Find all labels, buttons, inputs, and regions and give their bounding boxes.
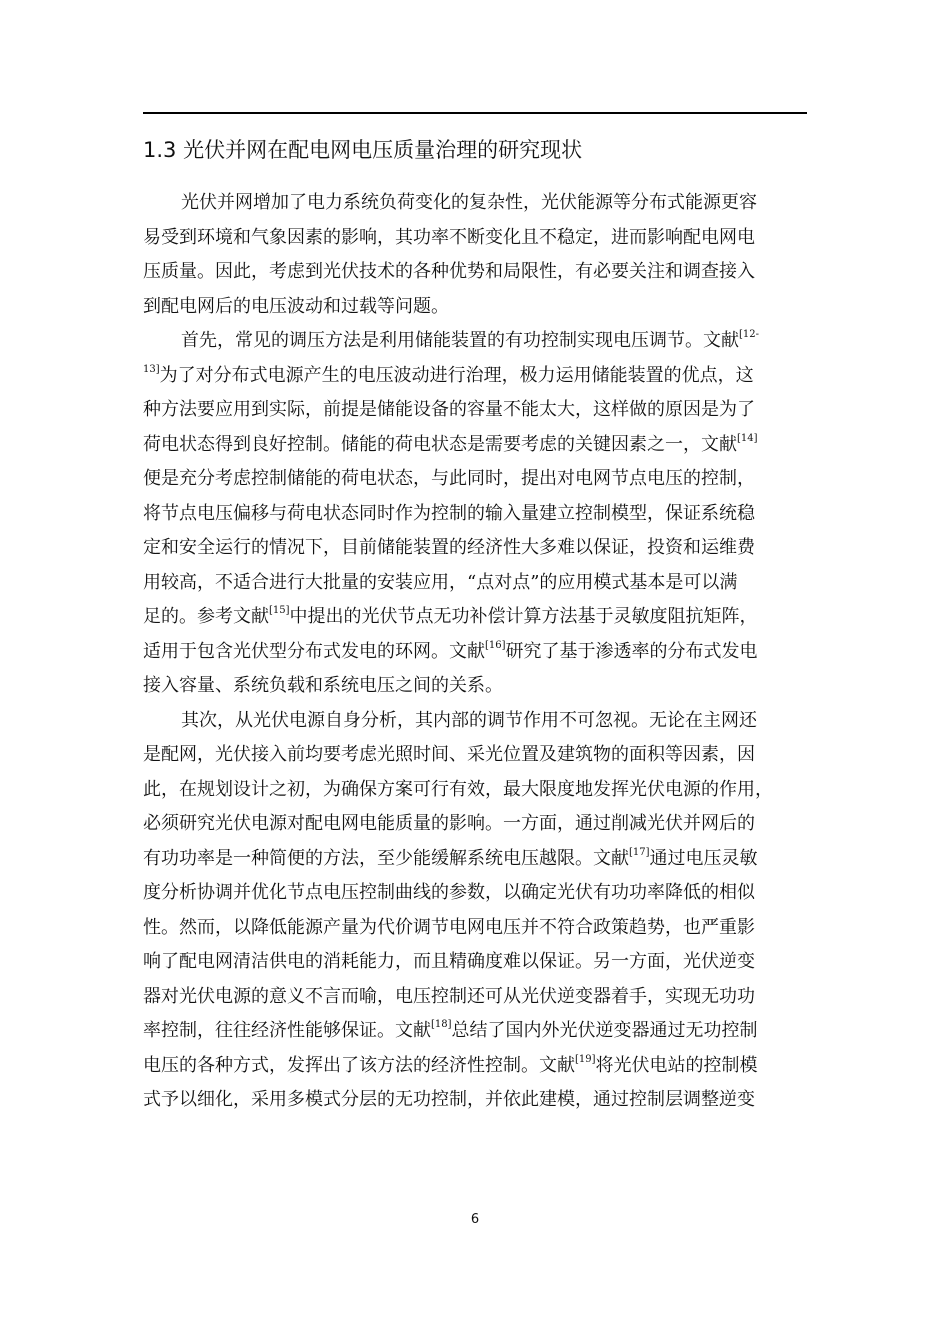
line-text: 易受到环境和气象因素的影响，其功率不断变化且不稳定，进而影响配电网电 bbox=[143, 226, 755, 248]
line-text: 此，在规划设计之初，为确保方案可行有效，最大限度地发挥光伏电源的作用， bbox=[143, 778, 773, 800]
line-text: 总结了国内外光伏逆变器通过无功控制 bbox=[451, 1020, 758, 1041]
line-text: 响了配电网清洁供电的消耗能力，而且精确度难以保证。另一方面，光伏逆变 bbox=[143, 951, 755, 972]
line-text: 压质量。因此，考虑到光伏技术的各种优势和局限性，有必要关注和调查接入 bbox=[143, 261, 755, 282]
text-line bbox=[143, 911, 807, 946]
line-text: 定和安全运行的情况下，目前储能装置的经济性大多难以保证，投资和运维费 bbox=[143, 537, 755, 558]
text-line bbox=[143, 462, 807, 497]
text-line bbox=[143, 980, 807, 1015]
citation-superscript: [18] bbox=[431, 1019, 452, 1030]
line-text: 足的。参考文献 bbox=[143, 606, 269, 627]
text-line bbox=[143, 876, 807, 911]
text-line bbox=[143, 359, 807, 394]
text-line bbox=[143, 393, 807, 428]
text-line bbox=[143, 531, 807, 566]
text-line bbox=[143, 842, 807, 877]
line-text: 种方法要应用到实际，前提是储能设备的容量不能太大，这样做的原因是为了 bbox=[143, 399, 755, 420]
text-line bbox=[143, 669, 807, 704]
line-text: 为了对分布式电源产生的电压波动进行治理，极力运用储能装置的优点，这 bbox=[159, 364, 754, 386]
citation-superscript: [14] bbox=[737, 432, 758, 444]
line-text: 将光伏电站的控制模 bbox=[595, 1054, 758, 1076]
citation-superscript: [17] bbox=[629, 846, 650, 858]
citation-superscript: [15] bbox=[269, 605, 290, 616]
text-line bbox=[143, 1083, 807, 1118]
line-text: 便是充分考虑控制储能的荷电状态，与此同时，提出对电网节点电压的控制， bbox=[143, 468, 755, 489]
line-text: 其次，从光伏电源自身分析，其内部的调节作用不可忽视。无论在主网还 bbox=[181, 709, 757, 731]
line-text: 器对光伏电源的意义不言而喻，电压控制还可从光伏逆变器着手，实现无功功 bbox=[143, 985, 755, 1007]
page-number: 6 bbox=[470, 1212, 480, 1227]
section-title: 1.3 光伏并网在配电网电压质量治理的研究现状 bbox=[143, 138, 583, 162]
body-text bbox=[143, 186, 807, 1118]
text-line bbox=[143, 428, 807, 463]
text-line bbox=[143, 290, 807, 325]
line-text: 中提出的光伏节点无功补偿计算方法基于灵敏度阻抗矩阵， bbox=[289, 606, 758, 627]
line-text: 研究了基于渗透率的分布式发电 bbox=[505, 640, 758, 662]
line-text: 荷电状态得到良好控制。储能的荷电状态是需要考虑的关键因素之一，文献 bbox=[143, 433, 737, 455]
line-text: 度分析协调并优化节点电压控制曲线的参数，以确定光伏有功功率降低的相似 bbox=[143, 882, 755, 903]
line-text: 是配网，光伏接入前均要考虑光照时间、采光位置及建筑物的面积等因素，因 bbox=[143, 744, 755, 765]
citation-superscript: 13] bbox=[143, 363, 160, 375]
line-text: 有功功率是一种简便的方法，至少能缓解系统电压越限。文献 bbox=[143, 847, 629, 869]
text-line bbox=[143, 186, 807, 221]
line-text: 通过电压灵敏 bbox=[649, 847, 758, 869]
text-line bbox=[143, 807, 807, 842]
text-line bbox=[143, 773, 807, 808]
header-rule bbox=[143, 112, 807, 114]
line-text: 光伏并网增加了电力系统负荷变化的复杂性，光伏能源等分布式能源更容 bbox=[181, 192, 757, 213]
text-line bbox=[143, 1014, 807, 1049]
text-line bbox=[143, 600, 807, 635]
line-text: 性。然而，以降低能源产量为代价调节电网电压并不符合政策趋势，也严重影 bbox=[143, 916, 755, 938]
text-line bbox=[143, 738, 807, 773]
text-line bbox=[143, 255, 807, 290]
line-text: 率控制，往往经济性能够保证。文献 bbox=[143, 1020, 431, 1041]
line-text: 用较高，不适合进行大批量的安装应用，“点对点”的应用模式基本是可以满 bbox=[143, 571, 738, 593]
citation-superscript: [12- bbox=[739, 329, 760, 340]
text-line bbox=[143, 635, 807, 670]
text-line bbox=[143, 221, 807, 256]
line-text: 接入容量、系统负载和系统电压之间的关系。 bbox=[143, 675, 503, 696]
text-line bbox=[143, 566, 807, 601]
line-text: 首先，常见的调压方法是利用储能装置的有功控制实现电压调节。文献 bbox=[181, 330, 739, 351]
line-text: 将节点电压偏移与荷电状态同时作为控制的输入量建立控制模型，保证系统稳 bbox=[143, 502, 755, 524]
text-line bbox=[143, 324, 807, 359]
text-line bbox=[143, 945, 807, 980]
line-text: 式予以细化，采用多模式分层的无功控制，并依此建模，通过控制层调整逆变 bbox=[143, 1089, 755, 1110]
citation-superscript: [19] bbox=[575, 1053, 596, 1065]
line-text: 到配电网后的电压波动和过载等问题。 bbox=[143, 295, 449, 317]
line-text: 适用于包含光伏型分布式发电的环网。文献 bbox=[143, 640, 485, 662]
text-line bbox=[143, 1049, 807, 1084]
text-line bbox=[143, 704, 807, 739]
line-text: 电压的各种方式，发挥出了该方法的经济性控制。文献 bbox=[143, 1054, 575, 1076]
citation-superscript: [16] bbox=[485, 639, 506, 651]
line-text: 必须研究光伏电源对配电网电能质量的影响。一方面，通过削减光伏并网后的 bbox=[143, 813, 755, 834]
text-line bbox=[143, 497, 807, 532]
